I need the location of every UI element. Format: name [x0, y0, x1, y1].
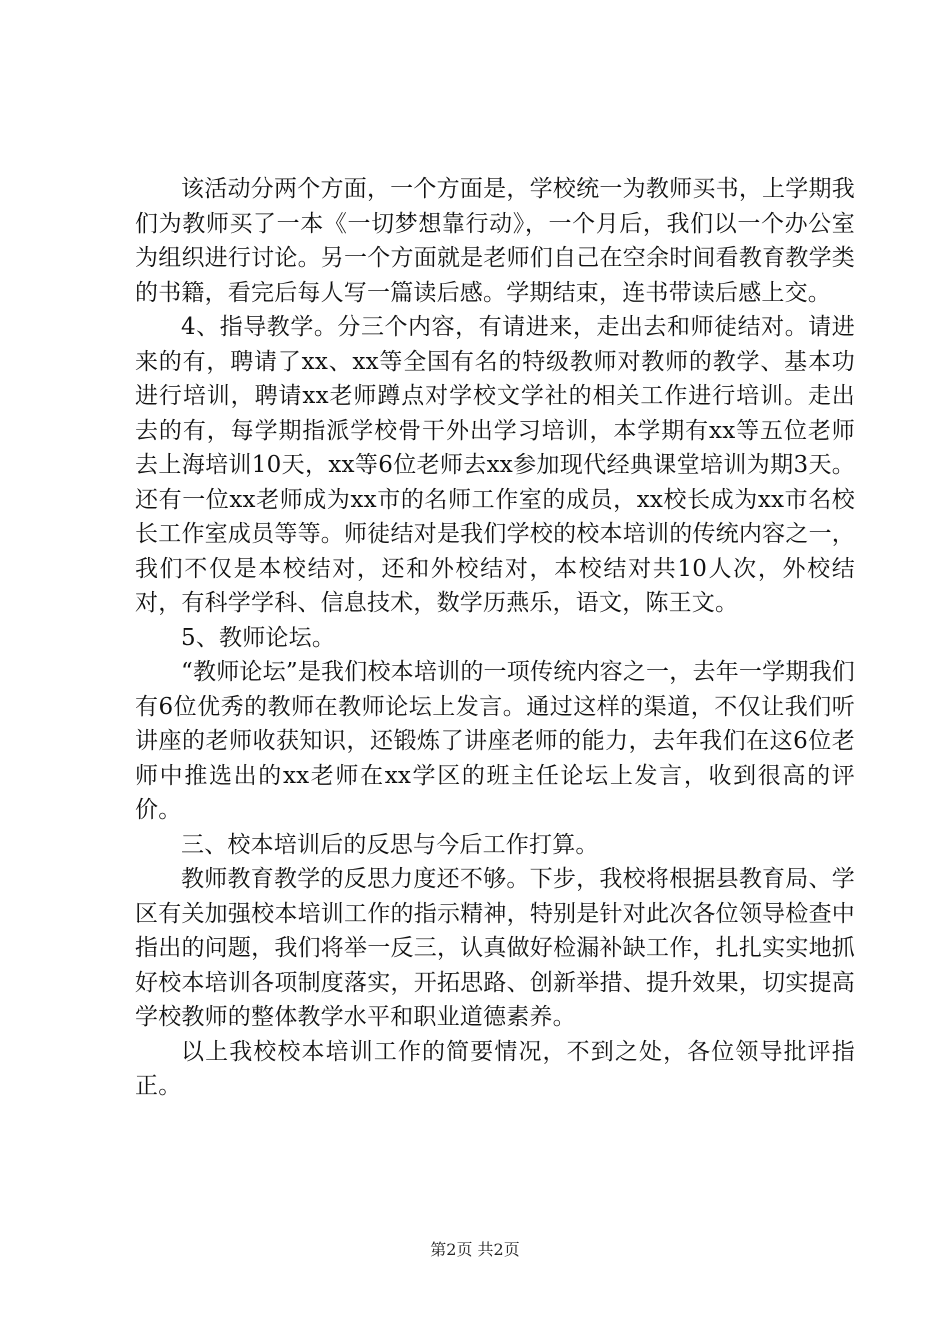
paragraph-closing: 以上我校校本培训工作的简要情况，不到之处，各位领导批评指正。: [135, 1038, 855, 1099]
document-body: [135, 172, 855, 1104]
section-heading-reflection: 三、校本培训后的反思与今后工作打算。: [181, 831, 599, 858]
page-number-footer: 第2页 共2页: [430, 1240, 520, 1259]
paragraph-guided-teaching: 4、指导教学。分三个内容，有请进来，走出去和师徒结对。请进来的有，聘请了xx、xx等全国有名的特级教师对教师的教学、基本功进行培训，聘请xx老师蹲点对学校文学社的相关工作进行培训。走出去的有，每学期指派学校骨干外出学习培训，本学期有xx等五位老师去上海培训10天，xx等6位老师去xx参加现代经典课堂培训为期3天。还有一位xx老师成为xx市的名师工作室的成员，xx校长成为xx市名校长工作室成员等等。师徒结对是我们学校的校本培训的传统内容之一，我们不仅是本校结对，还和外校结对，本校结对共10人次，外校结对，有科学学科、信息技术，数学历燕乐，语文，陈王文。: [135, 314, 855, 616]
paragraph-reading-activity: 该活动分两个方面，一个方面是，学校统一为教师买书，上学期我们为教师买了一本《一切梦想靠行动》，一个月后，我们以一个办公室为组织进行讨论。另一个方面就是老师们自己在空余时间看教育教学类的书籍，看完后每人写一篇读后感。学期结束，连书带读后感上交。: [135, 176, 855, 306]
paragraph-teacher-forum-heading: 5、教师论坛。: [181, 624, 336, 651]
paragraph-reflection: 教师教育教学的反思力度还不够。下步，我校将根据县教育局、学区有关加强校本培训工作的指示精神，特别是针对此次各位领导检查中指出的问题，我们将举一反三，认真做好检漏补缺工作，扎扎实实地抓好校本培训各项制度落实，开拓思路、创新举措、提升效果，切实提高学校教师的整体教学水平和职业道德素养。: [135, 866, 855, 1030]
paragraph-teacher-forum: “教师论坛”是我们校本培训的一项传统内容之一，去年一学期我们有6位优秀的教师在教师论坛上发言。通过这样的渠道，不仅让我们听讲座的老师收获知识，还锻炼了讲座老师的能力，去年我们在这6位老师中推选出的xx老师在xx学区的班主任论坛上发言，收到很高的评价。: [135, 659, 855, 823]
